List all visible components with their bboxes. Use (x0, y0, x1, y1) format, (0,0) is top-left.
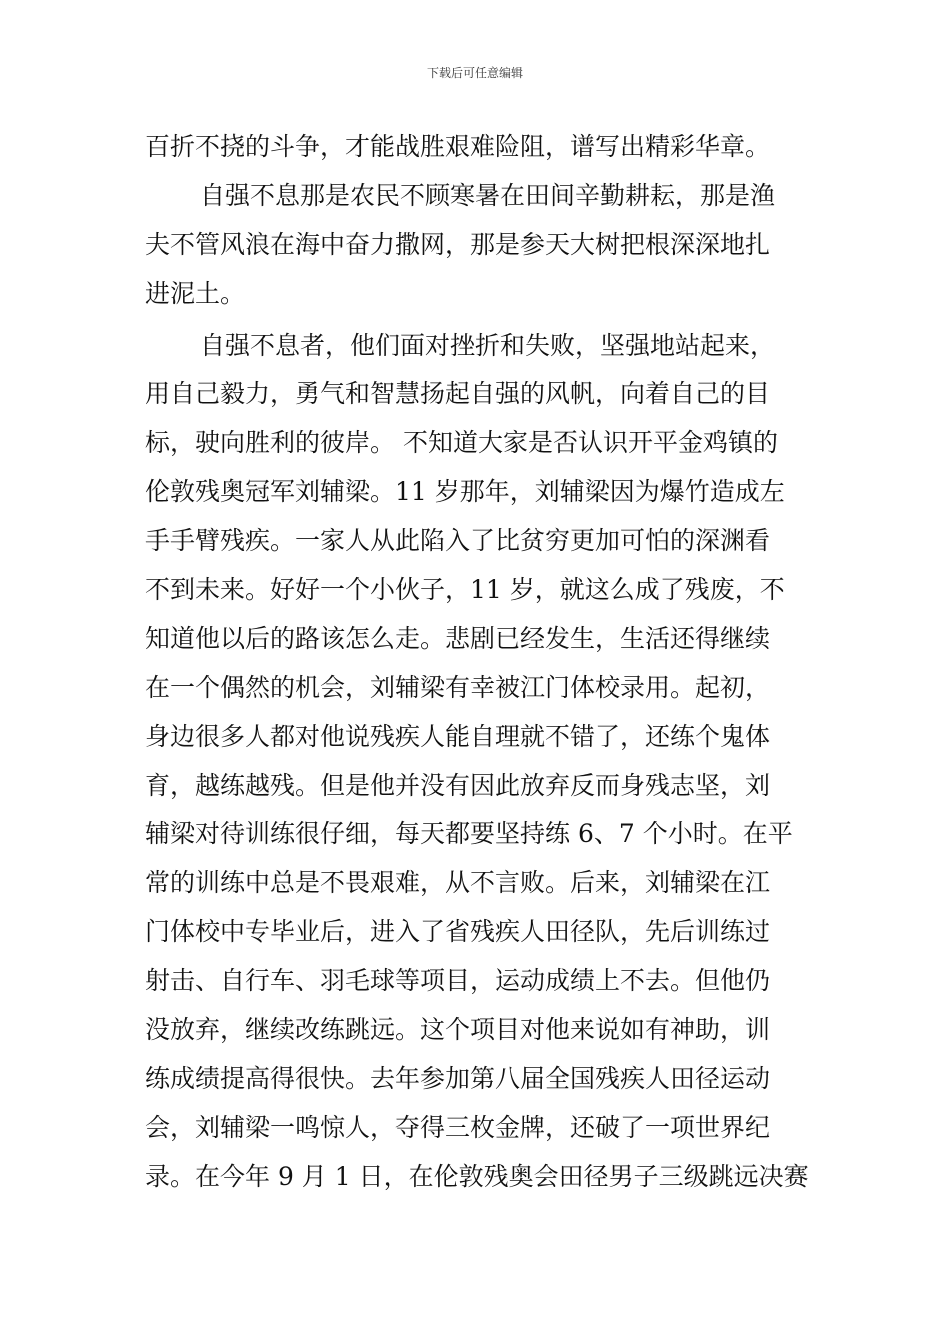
paragraph-3-line-14: 射击、自行车、羽毛球等项目，运动成绩上不去。但他仍 (145, 966, 771, 996)
paragraph-2-line-3: 进泥土。 (145, 278, 246, 308)
paragraph-3-line-10: 育，越练越残。但是他并没有因此放弃反而身残志坚，刘 (145, 770, 771, 800)
paragraph-3-line-11: 辅梁对待训练很仔细，每天都要坚持练 6、7 个小时。在平 (145, 819, 793, 849)
paragraph-3-line-17: 会，刘辅梁一鸣惊人，夺得三枚金牌，还破了一项世界纪 (145, 1112, 771, 1142)
paragraph-3-line-4: 伦敦残奥冠军刘辅梁。11 岁那年，刘辅梁因为爆竹造成左 (145, 477, 785, 507)
paragraph-3-line-12: 常的训练中总是不畏艰难，从不言败。后来，刘辅梁在江 (145, 868, 771, 898)
paragraph-3-line-2: 用自己毅力，勇气和智慧扬起自强的风帆，向着自己的目 (145, 379, 771, 409)
paragraph-3-line-18: 录。在今年 9 月 1 日，在伦敦残奥会田径男子三级跳远决赛 (145, 1161, 809, 1191)
paragraph-3-line-15: 没放弃，继续改练跳远。这个项目对他来说如有神助，训 (145, 1015, 771, 1045)
paragraph-2-line-2: 夫不管风浪在海中奋力撒网，那是参天大树把根深深地扎 (145, 229, 771, 259)
document-body (145, 123, 809, 1202)
paragraph-3-line-8: 在一个偶然的机会，刘辅梁有幸被江门体校录用。起初， (145, 672, 771, 702)
paragraph-3-line-6: 不到未来。好好一个小伙子，11 岁，就这么成了残废，不 (145, 575, 785, 605)
paragraph-3-line-13: 门体校中专毕业后，进入了省残疾人田径队，先后训练过 (145, 917, 771, 947)
paragraph-3-line-1: 自强不息者，他们面对挫折和失败，坚强地站起来， (200, 330, 776, 360)
paragraph-3-line-3: 标，驶向胜利的彼岸。 不知道大家是否认识开平金鸡镇的 (145, 428, 778, 458)
paragraph-2-line-1: 自强不息那是农民不顾寒暑在田间辛勤耕耘，那是渔 (200, 180, 776, 210)
paragraph-3-line-16: 练成绩提高得很快。去年参加第八届全国残疾人田径运动 (145, 1063, 771, 1093)
paragraph-3-line-7: 知道他以后的路该怎么走。悲剧已经发生，生活还得继续 (145, 623, 771, 653)
paragraph-3-line-9: 身边很多人都对他说残疾人能自理就不错了，还练个鬼体 (145, 721, 771, 751)
paragraph-3-line-5: 手手臂残疾。一家人从此陷入了比贫穷更加可怕的深渊看 (145, 526, 771, 556)
paragraph-1-line-1: 百折不挠的斗争，才能战胜艰难险阻，谱写出精彩华章。 (145, 132, 771, 161)
page-header: 下载后可任意编辑 (426, 66, 523, 80)
